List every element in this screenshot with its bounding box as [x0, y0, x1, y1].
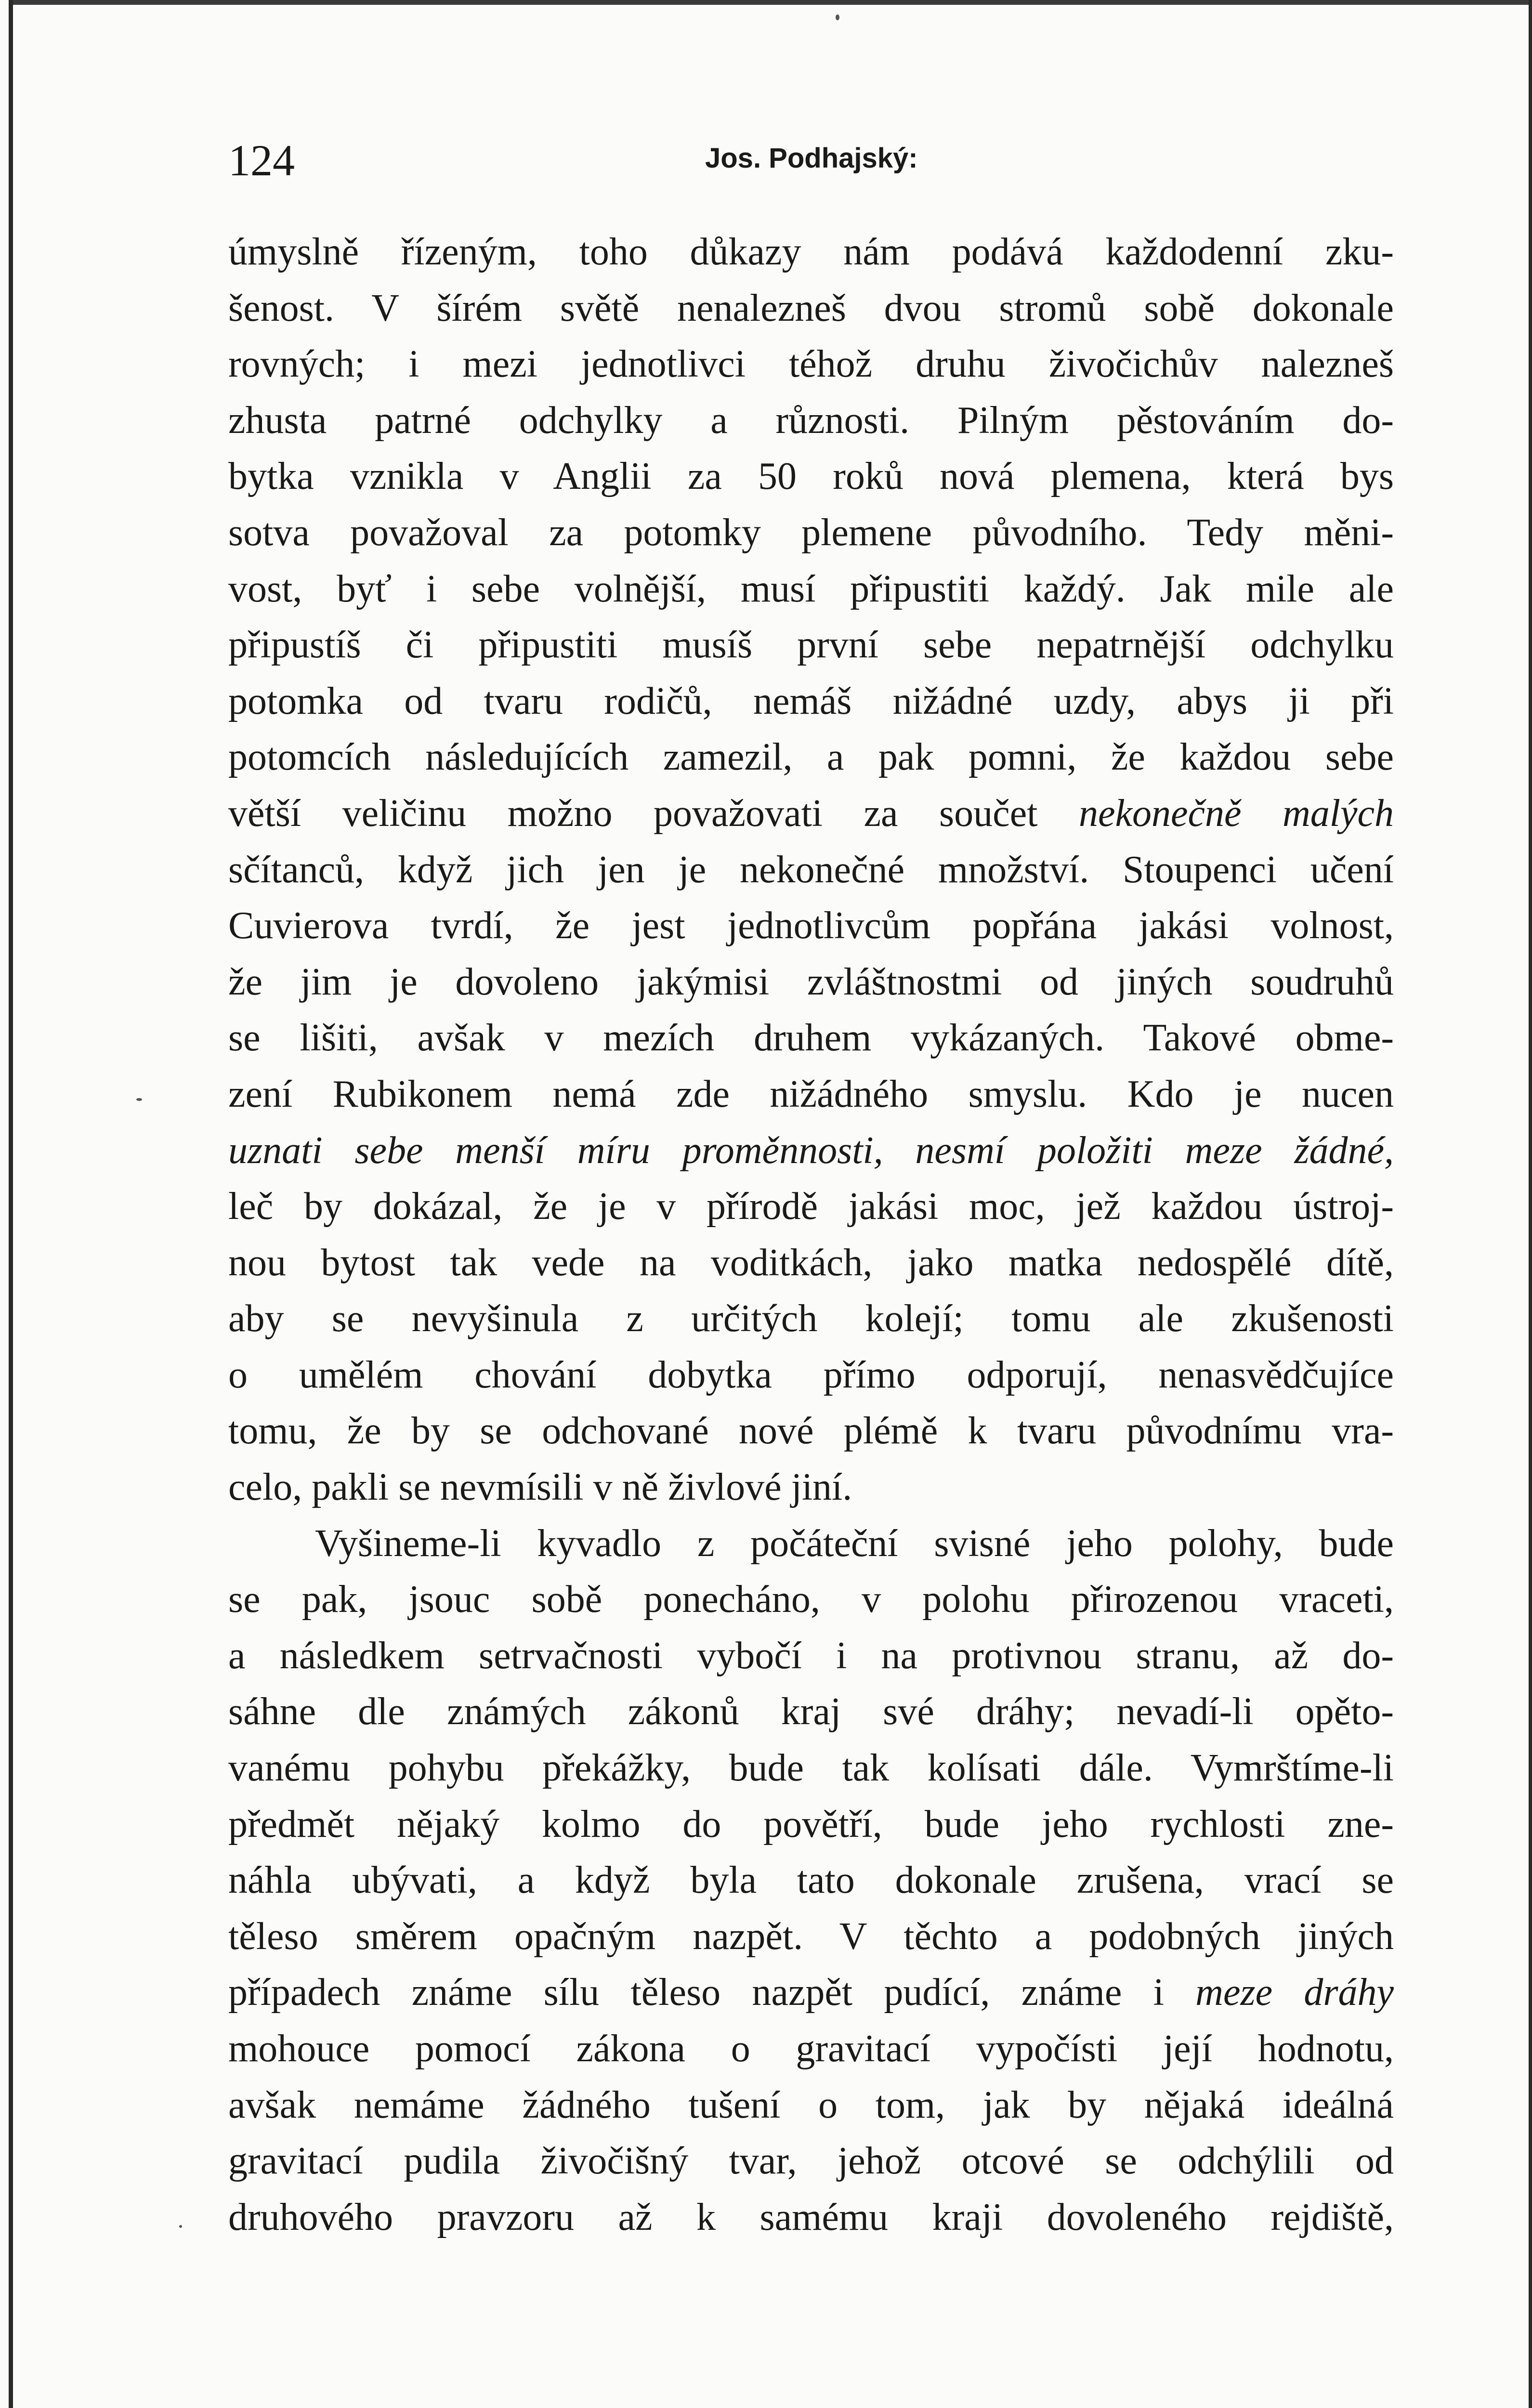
text-line: Cuvierova tvrdí, že jest jednotlivcům popřána jakási volnost,: [228, 904, 1394, 947]
scan-speck: [836, 14, 839, 20]
page-number: 124: [228, 136, 295, 185]
text-line: náhla ubývati, a když byla tato dokonale zrušena, vrací se: [228, 1859, 1394, 1902]
scan-frame-right: [1529, 0, 1532, 2408]
text-line: gravitací pudila živočišný tvar, jehož otcové se odchýlili od: [228, 2140, 1394, 2183]
text-line: tomu, že by se odchované nové plémě k tvaru původnímu vra-: [228, 1410, 1394, 1453]
text-line: zhusta patrné odchylky a různosti. Pilným pěstováním do-: [228, 399, 1394, 442]
scan-frame-left: [9, 0, 13, 2408]
text-line: že jim je dovoleno jakýmisi zvláštnostmi od jiných soudruhů: [228, 960, 1394, 1003]
running-head: Jos. Podhajský:: [705, 143, 918, 174]
text-line: vanému pohybu překážky, bude tak kolísati dále. Vymrštíme-li: [228, 1747, 1394, 1790]
scan-speck: [136, 1098, 142, 1101]
text-run: větší veličinu možno považovati za součet: [228, 792, 1079, 835]
text-line: potomcích následujících zamezil, a pak pomni, že každou sebe: [228, 736, 1394, 779]
text-line: těleso směrem opačným nazpět. V těchto a podobných jiných: [228, 1915, 1394, 1958]
scan-frame-top: [9, 0, 1532, 5]
text-run: případech známe sílu těleso nazpět pudící, známe i: [228, 1971, 1196, 2014]
text-line: rovných; i mezi jednotlivci téhož druhu živočichův nalezneš: [228, 343, 1394, 386]
text-line: sčítanců, když jich jen je nekonečné množství. Stoupenci učení: [228, 848, 1394, 891]
text-line: Vyšineme-li kyvadlo z počáteční svisné jeho polohy, bude: [315, 1522, 1394, 1565]
text-line: zení Rubikonem nemá zde nižádného smyslu. Kdo je nucen: [228, 1073, 1394, 1115]
text-line: mohouce pomocí zákona o gravitací vypočísti její hodnotu,: [228, 2028, 1394, 2070]
text-line: avšak nemáme žádného tušení o tom, jak by nějaká ideálná: [228, 2083, 1394, 2126]
italic-emphasis: meze dráhy: [1195, 1971, 1394, 2014]
text-line: vost, byť i sebe volnější, musí připustiti každý. Jak mile ale: [228, 567, 1394, 610]
text-line: šenost. V šírém světě nenalezneš dvou stromů sobě dokonale: [228, 287, 1394, 329]
text-line: nou bytost tak vede na voditkách, jako matka nedospělé dítě,: [228, 1241, 1394, 1284]
text-line: o umělém chování dobytka přímo odporují, nenasvědčujíce: [228, 1353, 1394, 1396]
text-line: sotva považoval za potomky plemene původního. Tedy měni-: [228, 511, 1394, 554]
text-line: aby se nevyšinula z určitých kolejí; tomu ale zkušenosti: [228, 1297, 1394, 1340]
text-line: bytka vznikla v Anglii za 50 roků nová plemena, která bys: [228, 455, 1394, 498]
text-line: druhového pravzoru až k samému kraji dovoleného rejdiště,: [228, 2196, 1394, 2238]
text-line: připustíš či připustiti musíš první sebe nepatrnější odchylku: [228, 624, 1394, 667]
italic-emphasis: uznati sebe menší míru proměnnosti, nesmí položiti meze žádné,: [228, 1129, 1394, 1172]
text-line: potomka od tvaru rodičů, nemáš nižádné uzdy, abys ji při: [228, 680, 1394, 722]
body-text: [228, 224, 1394, 2245]
text-line: a následkem setrvačnosti vybočí i na protivnou stranu, až do-: [228, 1634, 1394, 1677]
text-line: celo, pakli se nevmísili v ně živlové jiní.: [228, 1466, 852, 1509]
italic-emphasis: nekonečně malých: [1078, 792, 1394, 835]
text-line: se lišiti, avšak v mezích druhem vykázaných. Takové obme-: [228, 1017, 1394, 1060]
text-line: se pak, jsouc sobě ponecháno, v polohu přirozenou vraceti,: [228, 1578, 1394, 1621]
text-line: sáhne dle známých zákonů kraj své dráhy; nevadí-li opěto-: [228, 1690, 1394, 1733]
text-line: [228, 1123, 1394, 1179]
scan-speck: [179, 2225, 182, 2228]
text-line: předmět nějaký kolmo do povětří, bude jeho rychlosti zne-: [228, 1803, 1394, 1845]
text-line: leč by dokázal, že je v přírodě jakási moc, jež každou ústroj-: [228, 1185, 1394, 1228]
text-line: [228, 785, 1394, 842]
text-line: [228, 1964, 1394, 2021]
text-line: úmyslně řízeným, toho důkazy nám podává každodenní zku-: [228, 231, 1394, 273]
page-header: [228, 120, 1394, 188]
